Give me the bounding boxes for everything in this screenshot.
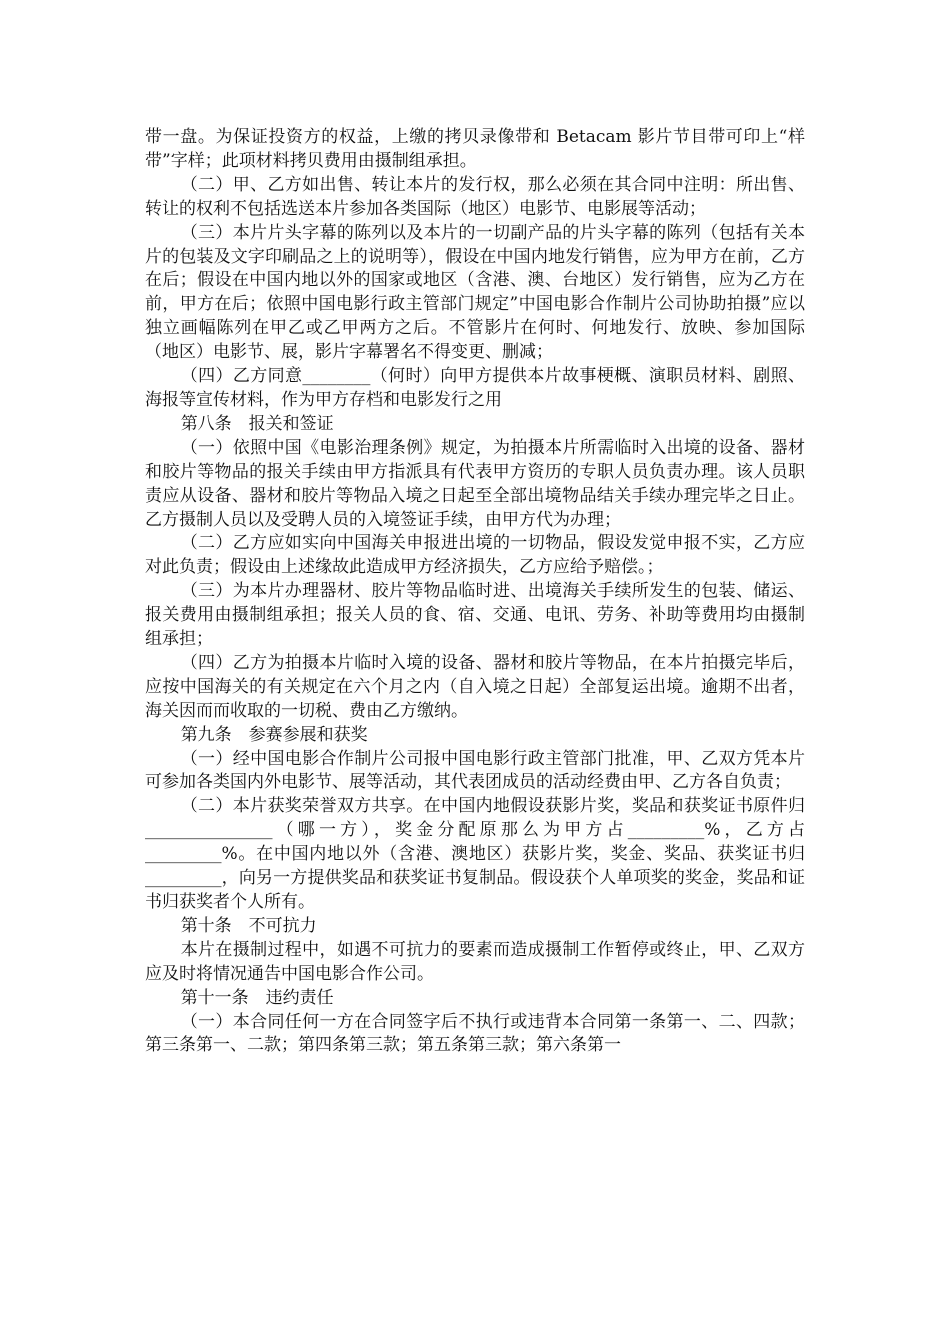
paragraph-clause-8-1: （一）依照中国《电影治理条例》规定，为拍摄本片所需临时入出境的设备、器材和胶片等物品的报关手续由甲方指派具有代表甲方资历的专职人员负责办理。该人员职责应从设备、器材和胶片等物品入境之日起至全部出境物品结关手续办理完毕之日止。乙方摄制人员以及受聘人员的入境签证手续，由甲方代为办理； [145, 437, 805, 530]
paragraph-clause-9-2: （二）本片获奖荣誉双方共享。在中国内地假设获影片奖，奖品和获奖证书原件归_______________（哪一方），奖金分配原那么为甲方占_________%，乙方占_________%。在中国内地以外（含港、澳地区）获影片奖，奖金、奖品、获奖证书归_________，向另一方提供奖品和获奖证书复制品。假设获个人单项奖的奖金，奖品和证书归获奖者个人所有。 [145, 796, 805, 912]
document-body [145, 126, 805, 1058]
paragraph-clause-7-2: （二）甲、乙方如出售、转让本片的发行权，那么必须在其合同中注明：所出售、转让的权利不包括选送本片参加各类国际（地区）电影节、电影展等活动； [145, 174, 805, 219]
paragraph-clause-8-4: （四）乙方为拍摄本片临时入境的设备、器材和胶片等物品，在本片拍摄完毕后，应按中国海关的有关规定在六个月之内（自入境之日起）全部复运出境。逾期不出者，海关因而而收取的一切税、费由乙方缴纳。 [145, 652, 805, 721]
paragraph-intro: 带一盘。为保证投资方的权益，上缴的拷贝录像带和 Betacam 影片节目带可印上“样带”字样；此项材料拷贝费用由摄制组承担。 [145, 127, 805, 171]
paragraph-clause-11-1: （一）本合同任何一方在合同签字后不执行或违背本合同第一条第一、二、四款；第三条第一、二款；第四条第三款；第五条第三款；第六条第一 [145, 1011, 805, 1056]
article-10-heading: 第十条 不可抗力 [180, 915, 317, 936]
paragraph-clause-10: 本片在摄制过程中，如遇不可抗力的要素而造成摄制工作暂停或终止，甲、乙双方应及时将情况通告中国电影合作公司。 [145, 939, 805, 984]
paragraph-clause-8-2: （二）乙方应如实向中国海关申报进出境的一切物品，假设发觉申报不实，乙方应对此负责；假设由上述缘故此造成甲方经济损失，乙方应给予赔偿。； [145, 533, 805, 578]
article-11-heading: 第十一条 违约责任 [180, 987, 334, 1008]
article-9-heading: 第九条 参赛参展和获奖 [180, 724, 368, 745]
paragraph-clause-9-1: （一）经中国电影合作制片公司报中国电影行政主管部门批准，甲、乙双方凭本片可参加各类国内外电影节、展等活动，其代表团成员的活动经费由甲、乙方各自负责； [145, 748, 805, 793]
paragraph-clause-7-3: （三）本片片头字幕的陈列以及本片的一切副产品的片头字幕的陈列（包括有关本片的包装及文字印刷品之上的说明等），假设在中国内地发行销售，应为甲方在前，乙方在后；假设在中国内地以外的国家或地区（含港、澳、台地区）发行销售，应为乙方在前，甲方在后；依照中国电影行政主管部门规定”中国电影合作制片公司协助拍摄”应以独立画幅陈列在甲乙或乙甲两方之后。不管影片在何时、何地发行、放映、参加国际（地区）电影节、展，影片字幕署名不得变更、删减； [145, 222, 805, 363]
paragraph-clause-7-4: （四）乙方同意________（何时）向甲方提供本片故事梗概、演职员材料、剧照、海报等宣传材料，作为甲方存档和电影发行之用 [145, 366, 805, 410]
article-8-heading: 第八条 报关和签证 [180, 413, 334, 434]
paragraph-clause-8-3: （三）为本片办理器材、胶片等物品临时进、出境海关手续所发生的包装、储运、报关费用由摄制组承担；报关人员的食、宿、交通、电讯、劳务、补助等费用均由摄制组承担； [145, 581, 805, 650]
